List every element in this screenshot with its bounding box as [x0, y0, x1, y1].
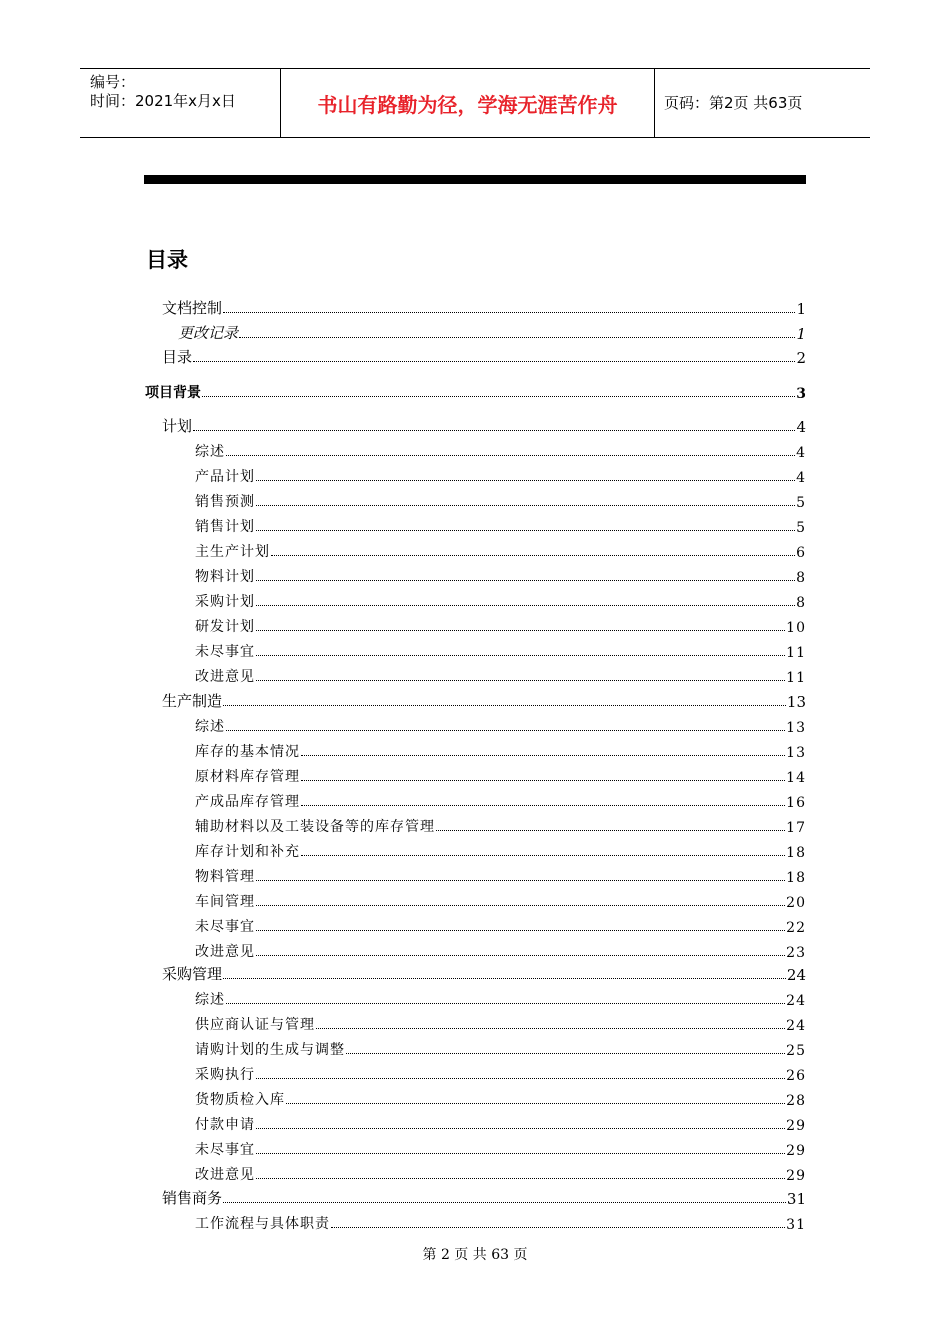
toc-entry[interactable] — [195, 864, 806, 886]
toc-dot-leader — [301, 780, 785, 781]
toc-dot-leader — [301, 805, 785, 806]
toc-entry-page-number: 31 — [786, 1190, 806, 1208]
toc-entry-title: 辅助材料以及工装设备等的库存管理 — [195, 819, 435, 835]
toc-dot-leader — [239, 337, 795, 338]
toc-entry[interactable] — [195, 814, 806, 836]
toc-entry-title: 产品计划 — [195, 469, 255, 485]
toc-entry-page-number: 22 — [786, 920, 806, 936]
toc-entry-title: 供应商认证与管理 — [195, 1017, 315, 1033]
toc-entry-page-number: 28 — [786, 1093, 806, 1109]
toc-dot-leader — [193, 361, 795, 362]
toc-entry[interactable] — [195, 539, 806, 561]
toc-entry-title: 目录 — [162, 348, 193, 366]
toc-title: 目录 — [146, 248, 188, 272]
toc-entry-page-number: 4 — [796, 470, 806, 486]
toc-dot-leader — [223, 312, 795, 313]
toc-entry-title: 物料计划 — [195, 569, 255, 585]
toc-dot-leader — [436, 830, 785, 831]
toc-dot-leader — [256, 930, 785, 931]
toc-entry-page-number: 11 — [786, 645, 806, 661]
header-motto: 书山有路勤为径，学海无涯苦作舟 — [317, 93, 618, 117]
toc-entry-page-number: 4 — [796, 445, 806, 461]
toc-entry-page-number: 5 — [796, 495, 806, 511]
toc-dot-leader — [202, 396, 795, 397]
toc-entry-title: 销售计划 — [195, 519, 255, 535]
page-footer: 第 2 页 共 63 页 — [422, 1247, 528, 1263]
toc-entry-title: 库存计划和补充 — [195, 844, 300, 860]
toc-entry-page-number: 2 — [796, 349, 806, 367]
toc-entry-title: 库存的基本情况 — [195, 744, 300, 760]
toc-entry[interactable] — [195, 1012, 806, 1034]
toc-entry[interactable] — [195, 789, 806, 811]
toc-entry[interactable] — [195, 489, 806, 511]
toc-dot-leader — [226, 730, 785, 731]
toc-entry-title: 采购计划 — [195, 594, 255, 610]
toc-dot-leader — [256, 580, 795, 581]
toc-entry[interactable] — [195, 1062, 806, 1084]
toc-dot-leader — [223, 1202, 786, 1203]
toc-entry[interactable] — [195, 1162, 806, 1184]
toc-entry-title: 改进意见 — [195, 669, 255, 685]
toc-entry[interactable] — [195, 1037, 806, 1059]
toc-entry-page-number: 10 — [786, 620, 806, 636]
toc-entry[interactable] — [195, 564, 806, 586]
toc-entry-page-number: 1 — [796, 325, 806, 343]
toc-entry[interactable] — [195, 1211, 806, 1233]
toc-entry-page-number: 6 — [796, 545, 806, 561]
toc-dot-leader — [256, 955, 785, 956]
toc-entry-title: 货物质检入库 — [195, 1092, 285, 1108]
toc-entry[interactable] — [195, 639, 806, 661]
toc-dot-leader — [256, 680, 785, 681]
toc-entry-title: 未尽事宜 — [195, 644, 255, 660]
toc-entry-title: 项目背景 — [145, 385, 201, 401]
toc-entry-page-number: 3 — [796, 386, 806, 402]
toc-entry-page-number: 13 — [786, 720, 806, 736]
toc-entry[interactable] — [178, 321, 806, 343]
toc-dot-leader — [271, 555, 795, 556]
toc-entry-page-number: 8 — [796, 570, 806, 586]
toc-dot-leader — [256, 905, 785, 906]
toc-entry-title: 生产制造 — [162, 692, 223, 710]
toc-dot-leader — [193, 430, 795, 431]
toc-dot-leader — [256, 880, 785, 881]
toc-entry-title: 请购计划的生成与调整 — [195, 1042, 345, 1058]
toc-entry-title: 采购执行 — [195, 1067, 255, 1083]
toc-entry-page-number: 5 — [796, 520, 806, 536]
toc-entry-page-number: 17 — [786, 820, 806, 836]
toc-dot-leader — [256, 630, 785, 631]
toc-entry[interactable] — [195, 589, 806, 611]
toc-dot-leader — [256, 1128, 785, 1129]
toc-entry[interactable] — [162, 296, 806, 318]
toc-entry-page-number: 25 — [786, 1043, 806, 1059]
toc-entry-page-number: 13 — [786, 745, 806, 761]
toc-entry-page-number: 29 — [786, 1118, 806, 1134]
toc-dot-leader — [256, 1178, 785, 1179]
toc-entry[interactable] — [162, 345, 806, 367]
toc-dot-leader — [256, 1153, 785, 1154]
toc-entry[interactable] — [162, 1186, 806, 1208]
toc-entry[interactable] — [195, 739, 806, 761]
toc-dot-leader — [286, 1103, 785, 1104]
toc-entry-title: 未尽事宜 — [195, 919, 255, 935]
toc-entry[interactable] — [195, 664, 806, 686]
toc-entry[interactable] — [145, 380, 806, 402]
toc-entry-title: 主生产计划 — [195, 544, 270, 560]
toc-dot-leader — [316, 1028, 785, 1029]
toc-entry-title: 未尽事宜 — [195, 1142, 255, 1158]
toc-entry-title: 付款申请 — [195, 1117, 255, 1133]
date-label: 时间：2021年x月x日 — [90, 92, 236, 110]
header-page-code: 页码：第2页 共63页 — [664, 94, 803, 112]
toc-entry[interactable] — [195, 439, 806, 461]
toc-entry-title: 计划 — [162, 417, 193, 435]
toc-entry[interactable] — [162, 414, 806, 436]
toc-entry-title: 综述 — [195, 444, 225, 460]
toc-entry[interactable] — [195, 764, 806, 786]
toc-dot-leader — [256, 1078, 785, 1079]
toc-dot-leader — [346, 1053, 785, 1054]
toc-entry-page-number: 24 — [786, 1018, 806, 1034]
toc-entry-title: 物料管理 — [195, 869, 255, 885]
toc-entry[interactable] — [195, 1137, 806, 1159]
toc-entry[interactable] — [195, 839, 806, 861]
toc-dot-leader — [301, 755, 785, 756]
toc-entry-title: 改进意见 — [195, 944, 255, 960]
toc-entry-page-number: 16 — [786, 795, 806, 811]
toc-entry[interactable] — [195, 1112, 806, 1134]
toc-dot-leader — [256, 505, 795, 506]
toc-entry-title: 销售商务 — [162, 1189, 223, 1207]
toc-entry-page-number: 26 — [786, 1068, 806, 1084]
toc-entry-title: 采购管理 — [162, 965, 223, 983]
toc-dot-leader — [256, 605, 795, 606]
toc-entry-title: 销售预测 — [195, 494, 255, 510]
toc-entry-title: 工作流程与具体职责 — [195, 1216, 330, 1232]
toc-entry[interactable] — [195, 714, 806, 736]
toc-dot-leader — [301, 855, 785, 856]
toc-dot-leader — [223, 705, 786, 706]
toc-entry-title: 综述 — [195, 719, 225, 735]
toc-entry-title: 原材料库存管理 — [195, 769, 300, 785]
toc-entry-page-number: 24 — [786, 966, 806, 984]
toc-entry[interactable] — [162, 689, 806, 711]
toc-dot-leader — [226, 1003, 785, 1004]
toc-entry-page-number: 24 — [786, 993, 806, 1009]
toc-dot-leader — [226, 455, 795, 456]
toc-entry-page-number: 8 — [796, 595, 806, 611]
toc-entry[interactable] — [162, 962, 806, 984]
toc-entry-title: 改进意见 — [195, 1167, 255, 1183]
toc-entry-page-number: 18 — [786, 845, 806, 861]
toc-entry[interactable] — [195, 889, 806, 911]
toc-entry-title: 综述 — [195, 992, 225, 1008]
toc-entry-title: 车间管理 — [195, 894, 255, 910]
toc-entry-page-number: 29 — [786, 1168, 806, 1184]
toc-entry-title: 更改记录 — [178, 324, 239, 342]
toc-entry[interactable] — [195, 987, 806, 1009]
serial-number-label: 编号： — [90, 73, 136, 91]
toc-entry-page-number: 1 — [796, 300, 806, 318]
toc-entry[interactable] — [195, 614, 806, 636]
toc-entry[interactable] — [195, 514, 806, 536]
toc-dot-leader — [256, 480, 795, 481]
toc-entry-page-number: 11 — [786, 670, 806, 686]
toc-entry-title: 产成品库存管理 — [195, 794, 300, 810]
toc-dot-leader — [331, 1227, 785, 1228]
toc-dot-leader — [256, 655, 785, 656]
toc-dot-leader — [223, 978, 786, 979]
toc-entry[interactable] — [195, 1087, 806, 1109]
toc-entry-title: 文档控制 — [162, 299, 223, 317]
toc-dot-leader — [256, 530, 795, 531]
toc-entry[interactable] — [195, 914, 806, 936]
toc-entry[interactable] — [195, 939, 806, 961]
toc-entry-page-number: 4 — [796, 418, 806, 436]
toc-entry[interactable] — [195, 464, 806, 486]
toc-entry-title: 研发计划 — [195, 619, 255, 635]
toc-entry-page-number: 18 — [786, 870, 806, 886]
toc-entry-page-number: 14 — [786, 770, 806, 786]
toc-entry-page-number: 20 — [786, 895, 806, 911]
toc-entry-page-number: 29 — [786, 1143, 806, 1159]
toc-entry-page-number: 13 — [786, 693, 806, 711]
toc-entry-page-number: 23 — [786, 945, 806, 961]
toc-entry-page-number: 31 — [786, 1217, 806, 1233]
